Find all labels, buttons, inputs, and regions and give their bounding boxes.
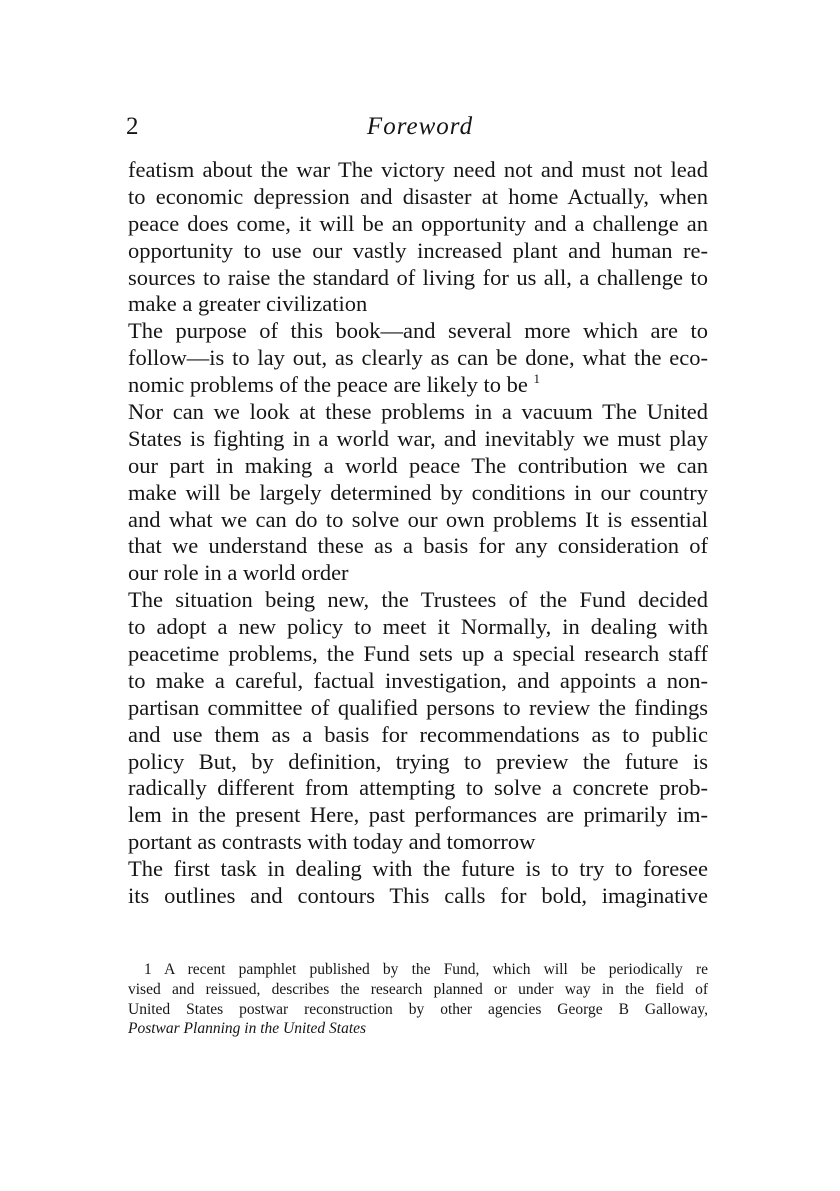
footnote-reference: 1 [533,371,540,387]
running-head-title: Foreword [366,113,474,140]
text-line: our part in making a world peace The contribution we can [128,452,708,478]
text-line: make will be largely determined by conditions in our country [128,479,708,505]
text-line: make a greater civilization [128,291,368,317]
text-line: sources to raise the standard of living for us all, a challenge to [128,264,708,290]
text-line: partisan committee of qualified persons to review the findings [128,694,708,720]
text-line-content: nomic problems of the peace are likely to be [128,372,528,398]
text-line: that we understand these as a basis for any consideration of [128,533,708,559]
text-line: lem in the present Here, past performances are primarily im- [128,802,708,828]
body-text [128,157,708,910]
text-line: radically different from attempting to solve a concrete prob- [128,775,708,801]
text-line: and use them as a basis for recommendations as to public [128,721,708,747]
text-line: Nor can we look at these problems in a vacuum The United [128,399,708,425]
text-line: to economic depression and disaster at home Actually, when [128,183,708,209]
text-line: The first task in dealing with the future is to try to foresee [128,856,708,882]
text-line: and what we can do to solve our own problems It is essential [128,506,708,532]
text-line: opportunity to use our vastly increased plant and human re- [128,237,708,263]
text-line: policy But, by definition, trying to preview the future is [128,748,708,774]
footnote [128,960,708,1039]
footnote-line: vised and reissued, describes the research planned or under way in the field of [128,980,708,998]
text-line: follow—is to lay out, as clearly as can be done, what the eco- [128,345,708,371]
text-line: our role in a world order [128,560,349,586]
footnote-line: 1 A recent pamphlet published by the Fund, which will be periodically re [144,961,708,978]
text-line: its outlines and contours This calls for bold, imaginative [128,883,708,909]
page-number: 2 [126,113,139,140]
text-line: portant as contrasts with today and tomorrow [128,829,536,855]
footnote-line: United States postwar reconstruction by other agencies George B Galloway, [128,1000,708,1018]
text-line: The purpose of this book—and several more which are to [128,318,708,344]
text-line: to make a careful, factual investigation, and appoints a non- [128,667,708,693]
footnote-line-citation: Postwar Planning in the United States [128,1020,367,1038]
text-line-with-footnote [128,372,708,399]
text-line: States is fighting in a world war, and inevitably we must play [128,425,708,451]
text-line: to adopt a new policy to meet it Normally, in dealing with [128,614,708,640]
text-line: featism about the war The victory need not and must not lead [128,157,708,182]
text-line: peace does come, it will be an opportunity and a challenge an [128,210,708,236]
text-line: peacetime problems, the Fund sets up a special research staff [128,641,708,667]
text-line: The situation being new, the Trustees of the Fund decided [128,587,708,613]
